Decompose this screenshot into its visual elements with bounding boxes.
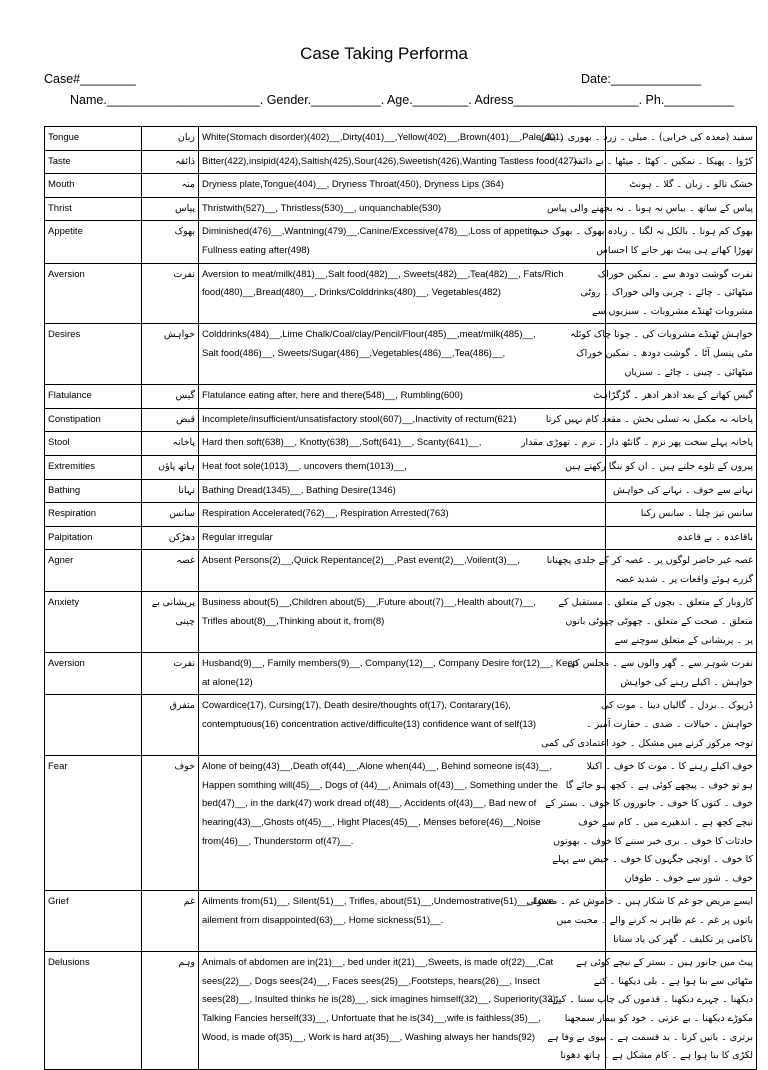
- row-urdu-translation: [606, 174, 757, 198]
- option-line: Ailments from(51)__, Silent(51)__, Trifles, about(51)__,Undemostrative(51)__, Love: [202, 896, 554, 908]
- row-label-urdu: پریشانی بے چینی: [142, 592, 199, 653]
- option-line: Diminished(476)__,Wantning(479)__,Canine/Excessive(478)__,Loss of appetite: [202, 226, 538, 238]
- urdu-line: تھوڑا کھاتے ہی پیٹ بھر جانے کا احساس: [596, 244, 753, 256]
- row-urdu-translation: [570, 324, 757, 385]
- row-options: [199, 263, 606, 324]
- row-label: Appetite: [45, 221, 142, 263]
- row-label: Mouth: [45, 174, 142, 198]
- option-line: Respiration Accelerated(762)__, Respiration Arrested(763): [202, 508, 449, 520]
- option-line: Animals of abdomen are in(21)__, bed under it(21)__,Sweets, is made of(22)__,Cat: [202, 957, 554, 969]
- option-line: Wood, is made of(35)__, Work is hard at(35)__, Washing always her hands(92): [202, 1031, 536, 1043]
- option-line: Dryness plate,Tongue(404)__, Dryness Throat(450), Dryness Lips (364): [202, 179, 504, 191]
- table-row: [45, 324, 757, 385]
- option-line: Aversion to meat/milk(481)__,Salt food(482)__, Sweets(482)__,Tea(482)__, Fats/Rich: [202, 268, 564, 280]
- option-line: Alone of being(43)__,Death of(44)__,Alone when(44)__, Behind someone is(43)__,: [202, 761, 553, 773]
- option-line: hearing(43)__,Ghosts of(45)__, Hight Places(45)__, Menses before(46)__,Noise: [202, 817, 541, 828]
- option-line: Cowardice(17), Cursing(17), Death desire/thoughts of(17), Contarary(16),: [202, 700, 511, 712]
- urdu-line: میٹھائی ۔ چائے ۔ چربی والی خوراک ۔ روٹی: [580, 287, 753, 299]
- row-label-urdu: گیس: [142, 385, 199, 409]
- urdu-line: ڈرپوک ۔ بزدل ۔ گالیاں دینا ۔ موت کی: [601, 700, 753, 712]
- date-field: Date:_____________: [581, 72, 702, 86]
- row-label: Desires: [45, 324, 142, 385]
- row-label: Extremities: [45, 455, 142, 479]
- row-label: Delusions: [45, 952, 142, 1070]
- row-label-urdu: غصہ: [142, 550, 199, 592]
- row-label-urdu: ذائقہ: [142, 150, 199, 174]
- row-label: Grief: [45, 891, 142, 952]
- urdu-line: لکڑی کا بنا ہوا ہے ۔ کام مشکل ہے ۔ ہاتھ دھونا: [560, 1050, 753, 1062]
- urdu-line: پاخانہ نہ مکمل نہ تسلی بخش ۔ مقعد کام نہیں کرتا: [545, 413, 753, 425]
- row-options: [199, 150, 606, 174]
- table-row: [45, 263, 757, 324]
- row-urdu-translation: [606, 479, 757, 503]
- row-label: Aversion: [45, 263, 142, 324]
- option-line: White(Stomach disorder)(402)__,Dirty(401)__,Yellow(402)__,Brown(401)__,Pale(401): [202, 132, 564, 143]
- row-urdu-translation: [539, 127, 757, 151]
- table-row: [45, 432, 757, 456]
- row-label-urdu: منہ: [142, 174, 199, 198]
- row-label-urdu: نفرت: [142, 653, 199, 695]
- row-urdu-translation: [541, 695, 757, 756]
- row-urdu-translation: [593, 385, 757, 409]
- row-urdu-translation: [606, 503, 757, 527]
- option-line: Talking Fancies herself(33)__, Unfortuate that he is(34)__,wife is faithless(35)__,: [202, 1012, 542, 1024]
- table-row: [45, 653, 757, 695]
- row-label: [45, 695, 142, 756]
- option-line: at alone(12): [202, 676, 253, 688]
- urdu-line: متعلق ۔ صحت کے متعلق ۔ چھوٹی چھوٹی باتوں: [565, 616, 753, 628]
- urdu-line: حادثات کا خوف ۔ بری خبر سننے کا خوف ۔ بھوتوں: [553, 835, 753, 847]
- option-line: Bitter(422),insipid(424),Saltish(425),Sour(426),Sweetish(426),Wanting Tastless food(427): [202, 155, 577, 167]
- urdu-line: ایسے مریض جو غم کا شکار ہیں ۔ خاموش غم ۔ معمولی: [526, 896, 753, 908]
- row-label: Respiration: [45, 503, 142, 527]
- urdu-line: باقاعدہ ۔ بے قاعدہ: [677, 531, 753, 543]
- urdu-line: خوف ۔ شور سے خوف ۔ طوفان: [624, 872, 753, 884]
- row-options: [199, 550, 606, 592]
- urdu-line: کڑوا ۔ پھیکا ۔ نمکین ۔ کھٹا ۔ میٹھا ۔ بے ذائقہ: [572, 155, 753, 167]
- urdu-line: پر ۔ پریشانی کے متعلق سوچنے سے: [614, 634, 753, 646]
- row-label-urdu: قبض: [142, 408, 199, 432]
- urdu-line: پیروں کے تلوے جلتے ہیں ۔ ان کو ننگا رکھتے ہیں: [565, 460, 753, 472]
- row-label-urdu: دھڑکن: [142, 526, 199, 550]
- table-row: [45, 891, 757, 952]
- table-row: [45, 503, 757, 527]
- row-options: [199, 952, 606, 1070]
- urdu-line: خواہش ۔ خیالات ۔ ضدی ۔ حقارت آمیز ۔: [586, 719, 753, 731]
- row-options: [199, 408, 606, 432]
- urdu-line: مکوڑے دیکھنا ۔ بے عزتی ۔ خود کو بیمار سمجھنا: [564, 1012, 753, 1024]
- case-number-field: Case#________: [44, 72, 136, 86]
- option-line: Colddrinks(484)__,Lime Chalk/Coal/clay/Pencil/Flour(485)__,meat/milk(485)__,: [202, 329, 536, 341]
- option-line: Absent Persons(2)__,Quick Repentance(2)__,Past event(2)__,Voilent(3)__,: [202, 555, 520, 567]
- table-row: [45, 385, 757, 409]
- option-line: sees(28)__, Insulted thinks he is(28)__, sick imagines himself(32)__, Superiority(33)_: [202, 994, 562, 1006]
- row-options: [199, 503, 606, 527]
- urdu-line: نہانے سے خوف ۔ نہانے کی خواہش: [612, 484, 753, 496]
- row-urdu-translation: [606, 526, 757, 550]
- row-label: Agner: [45, 550, 142, 592]
- row-label-urdu: زبان: [142, 127, 199, 151]
- row-label-urdu: نفرت: [142, 263, 199, 324]
- row-options: [199, 526, 606, 550]
- page-title: Case Taking Performa: [300, 44, 468, 63]
- row-label-urdu: نہانا: [142, 479, 199, 503]
- urdu-line: توجہ مرکوز کرنے میں مشکل ۔ خود اعتمادی کی کمی: [541, 737, 753, 749]
- urdu-line: ناکامی پر تکلیف ۔ گھر کی یاد ستانا: [613, 933, 753, 945]
- row-options: [199, 592, 606, 653]
- row-label: Taste: [45, 150, 142, 174]
- option-line: from(46)__, Thunderstorm of(47)__.: [202, 835, 354, 847]
- option-line: Incomplete/insufficient/unsatisfactory stool(607)__,Inactivity of rectum(621): [202, 413, 517, 425]
- table-row: [45, 756, 757, 891]
- row-label-urdu: ہاتھ پاؤں: [142, 455, 199, 479]
- row-urdu-translation: [545, 756, 757, 891]
- urdu-line: برتری ۔ باتیں کرنا ۔ بد قسمت ہے ۔ بیوی بے وفا ہے: [547, 1031, 753, 1043]
- table-row: [45, 550, 757, 592]
- option-line: Husband(9)__, Family members(9)__, Company(12)__, Company Desire for(12)__, Keep: [202, 658, 578, 670]
- row-label-urdu: بھوک: [142, 221, 199, 263]
- option-line: Trifles about(8)__,Thinking about it, from(8): [202, 616, 385, 628]
- urdu-line: پیٹ میں جانور ہیں ۔ بستر کے نیچے کوئی ہے: [576, 957, 753, 969]
- row-label: Fear: [45, 756, 142, 891]
- urdu-line: خوف ۔ کتوں کا خوف ۔ جانوروں کا خوف ۔ بستر کے: [545, 798, 753, 810]
- table-row: [45, 127, 757, 151]
- row-label-urdu: سانس: [142, 503, 199, 527]
- row-urdu-translation: [526, 891, 757, 952]
- option-line: Thristwith(527)__, Thristless(530)__, unquanchable(530): [202, 202, 442, 214]
- row-label: Tongue: [45, 127, 142, 151]
- urdu-line: کا خوف ۔ اونچی جگہوں کا خوف ۔ حیض سے پہلے: [552, 854, 753, 866]
- row-label-urdu: خوف: [142, 756, 199, 891]
- row-label-urdu: متفرق: [142, 695, 199, 756]
- row-label: Palpitation: [45, 526, 142, 550]
- row-urdu-translation: [558, 592, 757, 653]
- row-options: [199, 479, 606, 503]
- row-urdu-translation: [572, 150, 757, 174]
- row-options: [199, 756, 606, 891]
- urdu-line: بھوک کم ہونا ۔ بالکل نہ لگنا ۔ زیادہ بھوک ۔ بھوک ختم: [533, 226, 753, 238]
- option-line: Bathing Dread(1345)__, Bathing Desire(1346): [202, 484, 396, 496]
- row-label-urdu: خواہش: [142, 324, 199, 385]
- option-line: sees(22)__, Dogs sees(24)__, Faces sees(25)__,Footsteps, hears(26)__, Insect: [202, 975, 540, 987]
- row-urdu-translation: [565, 455, 757, 479]
- urdu-line: میٹھائی ۔ چینی ۔ چائے ۔ سبزیاں: [624, 366, 753, 378]
- option-line: Hard then soft(638)__, Knotty(638)__,Soft(641)__, Scanty(641)__,: [202, 437, 482, 449]
- row-urdu-translation: [545, 408, 757, 432]
- option-line: Fullness eating after(498): [202, 244, 310, 256]
- option-line: Heat foot sole(1013)__, uncovers them(1013)__,: [202, 460, 407, 472]
- row-options: [199, 197, 606, 221]
- urdu-line: نیچے کچھ ہے ۔ اندھیرے میں ۔ کام سے خوف: [578, 817, 753, 828]
- table-row: [45, 150, 757, 174]
- row-options: [199, 385, 606, 409]
- option-line: contemptuous(16) concentration active/difficulte(13) confidence want of self(13): [202, 719, 537, 731]
- row-label-urdu: غم: [142, 891, 199, 952]
- urdu-line: مٹھائی سے بنا ہوا ہے ۔ بلی دیکھنا ۔ کتے: [593, 975, 753, 987]
- table-row: [45, 479, 757, 503]
- urdu-line: خواہش ٹھنڈے مشروبات کی ۔ چونا چاک کوئلہ: [570, 329, 753, 341]
- urdu-line: غصہ غیر حاضر لوگوں پر ۔ غصہ کر کے جلدی پچھتانا: [546, 555, 753, 567]
- option-line: ailement from disappointed(63)__, Home sickness(51)__.: [202, 914, 444, 926]
- option-line: Flatulance eating after, here and there(548)__, Rumbling(600): [202, 390, 463, 402]
- row-label-urdu: پیاس: [142, 197, 199, 221]
- table-row: [45, 408, 757, 432]
- option-line: food(480)__,Bread(480)__, Drinks/Colddrinks(480)__, Vegetables(482): [202, 287, 501, 299]
- row-options: [199, 455, 606, 479]
- urdu-line: خوف اکیلے رہنے کا ۔ موت کا خوف ۔ اکیلا: [586, 761, 753, 773]
- row-urdu-translation: [567, 653, 757, 695]
- row-label-urdu: پاخانہ: [142, 432, 199, 456]
- urdu-line: کاروبار کے متعلق ۔ بچوں کے متعلق ۔ مستقبل کے: [558, 597, 753, 609]
- urdu-line: سانس تیز چلنا ۔ سانس رکنا: [640, 508, 753, 520]
- urdu-line: گیس کھانے کے بعد ادھر ادھر ۔ گڑگڑاہٹ: [593, 390, 753, 402]
- table-row: [45, 526, 757, 550]
- option-line: Happen somthing will(45)__, Dogs of (44)__, Animals of(43)__, Something under the: [202, 779, 558, 791]
- patient-info-line: Name.______________________. Gender.__________. Age.________. Adress__________________. Ph.__________: [70, 93, 734, 107]
- urdu-line: نفرت شوہر سے ۔ گھر والوں سے ۔ مجلس کی: [567, 658, 753, 670]
- row-label: Thrist: [45, 197, 142, 221]
- row-urdu-translation: [520, 432, 757, 456]
- row-options: [199, 324, 606, 385]
- row-urdu-translation: [533, 221, 757, 263]
- urdu-line: گزرے ہوئے واقعات پر ۔ شدید غصہ: [615, 573, 753, 585]
- row-label: Flatulance: [45, 385, 142, 409]
- urdu-line: پیاس کے ساتھ ۔ بیاس نہ ہونا ۔ نہ بجھنے والی پیاس: [546, 202, 753, 214]
- urdu-line: پاخانہ پہلے سخت پھر نرم ۔ گانٹھ دار ۔ نرم ۔ تھوڑی مقدار: [520, 437, 753, 449]
- row-label: Bathing: [45, 479, 142, 503]
- row-label: Stool: [45, 432, 142, 456]
- row-urdu-translation: [580, 263, 757, 324]
- row-label: Constipation: [45, 408, 142, 432]
- urdu-line: دیکھنا ۔ چہرے دیکھنا ۔ قدموں کی چاپ سننا ۔ کیڑے: [547, 994, 753, 1006]
- row-label: Aversion: [45, 653, 142, 695]
- row-urdu-translation: [546, 197, 757, 221]
- urdu-line: خواہش ۔ اکیلے رہنے کی خواہش: [620, 676, 753, 688]
- row-label-urdu: وہم: [142, 952, 199, 1070]
- table-row: [45, 592, 757, 653]
- urdu-line: نفرت گوشت دودھ سے ۔ نمکین خوراک: [597, 268, 753, 280]
- option-line: bed(47)__, in the dark(47) work dread of(48)__, Accidents of(43)__, Bad new of: [202, 798, 537, 810]
- table-row: [45, 695, 757, 756]
- table-row: [45, 174, 757, 198]
- row-urdu-translation: [546, 550, 757, 592]
- urdu-line: ہو تو خوف ۔ پیچھے کوئی ہے ۔ کچھ ہو جائے گا: [565, 779, 753, 791]
- urdu-line: سفید (معدہ کی خرابی) ۔ میلی ۔ زرد ۔ بھوری ۔ پیلی: [539, 132, 753, 143]
- table-row: [45, 221, 757, 263]
- row-options: [199, 174, 606, 198]
- row-urdu-translation: [547, 952, 757, 1070]
- option-line: Business about(5)__,Children about(5)__,Future about(7)__,Health about(7)__,: [202, 597, 536, 609]
- row-label: Anxiety: [45, 592, 142, 653]
- table-row: [45, 455, 757, 479]
- urdu-line: مٹی پنسل آٹا ۔ گوشت دودھ ۔ نمکین خوراک: [576, 347, 753, 359]
- urdu-line: خشک تالو ۔ زبان ۔ گلا ۔ ہونٹ: [629, 179, 753, 191]
- option-line: Salt food(486)__, Sweets/Sugar(486)__,Vegetables(486)__,Tea(486)__,: [202, 347, 506, 359]
- case-taking-table: [44, 126, 757, 1070]
- table-row: [45, 197, 757, 221]
- urdu-line: مشروبات ٹھنڈے مشروبات ۔ سبزیوں سے: [592, 305, 753, 317]
- table-row: [45, 952, 757, 1070]
- option-line: Regular irregular: [202, 531, 273, 543]
- urdu-line: باتوں پر غم ۔ غم ظاہر نہ کرنے والے ۔ محبت میں: [556, 914, 753, 926]
- row-options: [199, 653, 606, 695]
